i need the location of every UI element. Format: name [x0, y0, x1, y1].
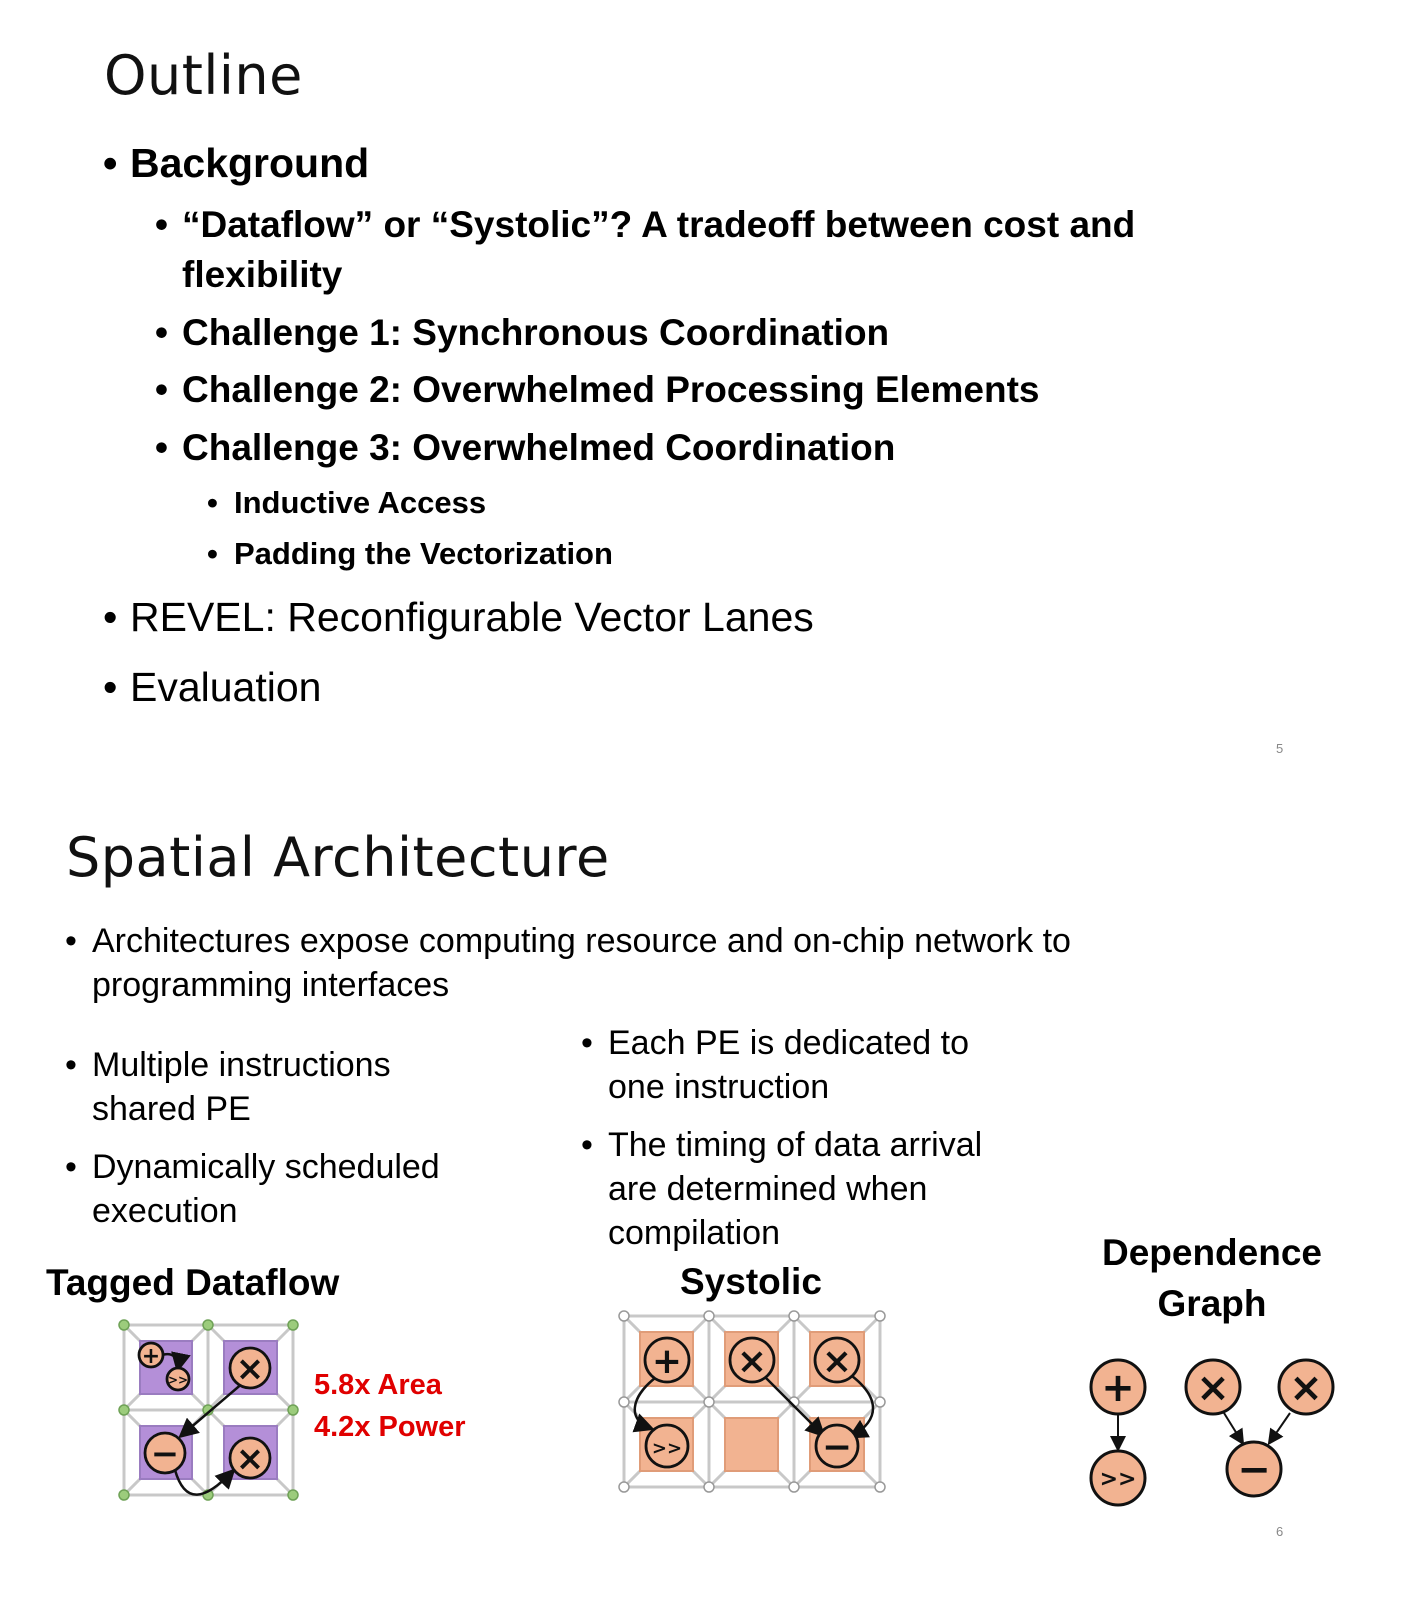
systolic-label: Systolic	[680, 1261, 822, 1302]
shift-icon: >>	[1099, 1467, 1137, 1492]
spatial-architecture-title: Spatial Architecture	[66, 826, 610, 889]
plus-icon: +	[1101, 1365, 1135, 1411]
bullet-architectures-expose-cont: programming interfaces	[92, 966, 450, 1004]
times-icon: ×	[1289, 1365, 1323, 1411]
bullet-dynamically-scheduled: • Dynamically scheduled	[92, 1148, 440, 1187]
bullet-architectures-expose: • Architectures expose computing resource and on-chip network to	[92, 922, 1071, 961]
bullet-each-pe-dedicated-cont: one instruction	[608, 1068, 830, 1106]
minus-icon: −	[150, 1434, 180, 1474]
bullet-dataflow-or-systolic-cont: flexibility	[182, 254, 343, 295]
dependence-graph-label-line2: Graph	[1157, 1283, 1267, 1324]
times-icon: ×	[235, 1439, 265, 1479]
bullet-padding-vectorization: • Padding the Vectorization	[234, 536, 613, 572]
tagged-dataflow-label: Tagged Dataflow	[46, 1262, 340, 1303]
bullet-dynamically-scheduled-cont: execution	[92, 1192, 238, 1230]
bullet-challenge-2: • Challenge 2: Overwhelmed Processing Elements	[182, 369, 1039, 411]
bullet-inductive-access: • Inductive Access	[234, 485, 486, 521]
systolic-pe	[725, 1418, 778, 1471]
outline-title: Outline	[104, 44, 303, 107]
bullet-dataflow-or-systolic: • “Dataflow” or “Systolic”? A tradeoff between cost and	[182, 204, 1135, 246]
dependence-graph-label-line1: Dependence	[1101, 1232, 1322, 1273]
times-icon: ×	[821, 1341, 853, 1382]
minus-icon: −	[1237, 1447, 1271, 1493]
dependence-graph-diagram	[1080, 1350, 1350, 1510]
minus-icon: −	[821, 1427, 853, 1468]
bullet-timing-data-arrival-cont1: are determined when	[608, 1170, 928, 1208]
tagged-dataflow-diagram	[110, 1312, 310, 1512]
area-note: 5.8x Area	[314, 1369, 442, 1401]
page-number: 6	[1276, 1524, 1284, 1539]
bullet-background: • Background	[130, 140, 369, 187]
bullet-challenge-1: • Challenge 1: Synchronous Coordination	[182, 312, 889, 354]
bullet-multiple-instructions: • Multiple instructions	[92, 1046, 391, 1085]
bullet-challenge-3: • Challenge 3: Overwhelmed Coordination	[182, 427, 895, 469]
plus-icon: +	[651, 1341, 683, 1382]
times-icon: ×	[1196, 1365, 1230, 1411]
bullet-timing-data-arrival-cont2: compilation	[608, 1214, 780, 1252]
shift-icon: >>	[167, 1373, 189, 1387]
page-number: 5	[1276, 741, 1284, 756]
bullet-multiple-instructions-cont: shared PE	[92, 1090, 251, 1128]
plus-icon: +	[141, 1344, 161, 1369]
systolic-diagram	[612, 1306, 896, 1500]
bullet-each-pe-dedicated: • Each PE is dedicated to	[608, 1024, 969, 1063]
shift-icon: >>	[651, 1438, 683, 1459]
times-icon: ×	[235, 1349, 265, 1389]
times-icon: ×	[736, 1341, 768, 1382]
bullet-revel: • REVEL: Reconfigurable Vector Lanes	[130, 594, 814, 641]
power-note: 4.2x Power	[314, 1411, 466, 1443]
bullet-evaluation: • Evaluation	[130, 664, 321, 711]
bullet-timing-data-arrival: • The timing of data arrival	[608, 1126, 982, 1165]
